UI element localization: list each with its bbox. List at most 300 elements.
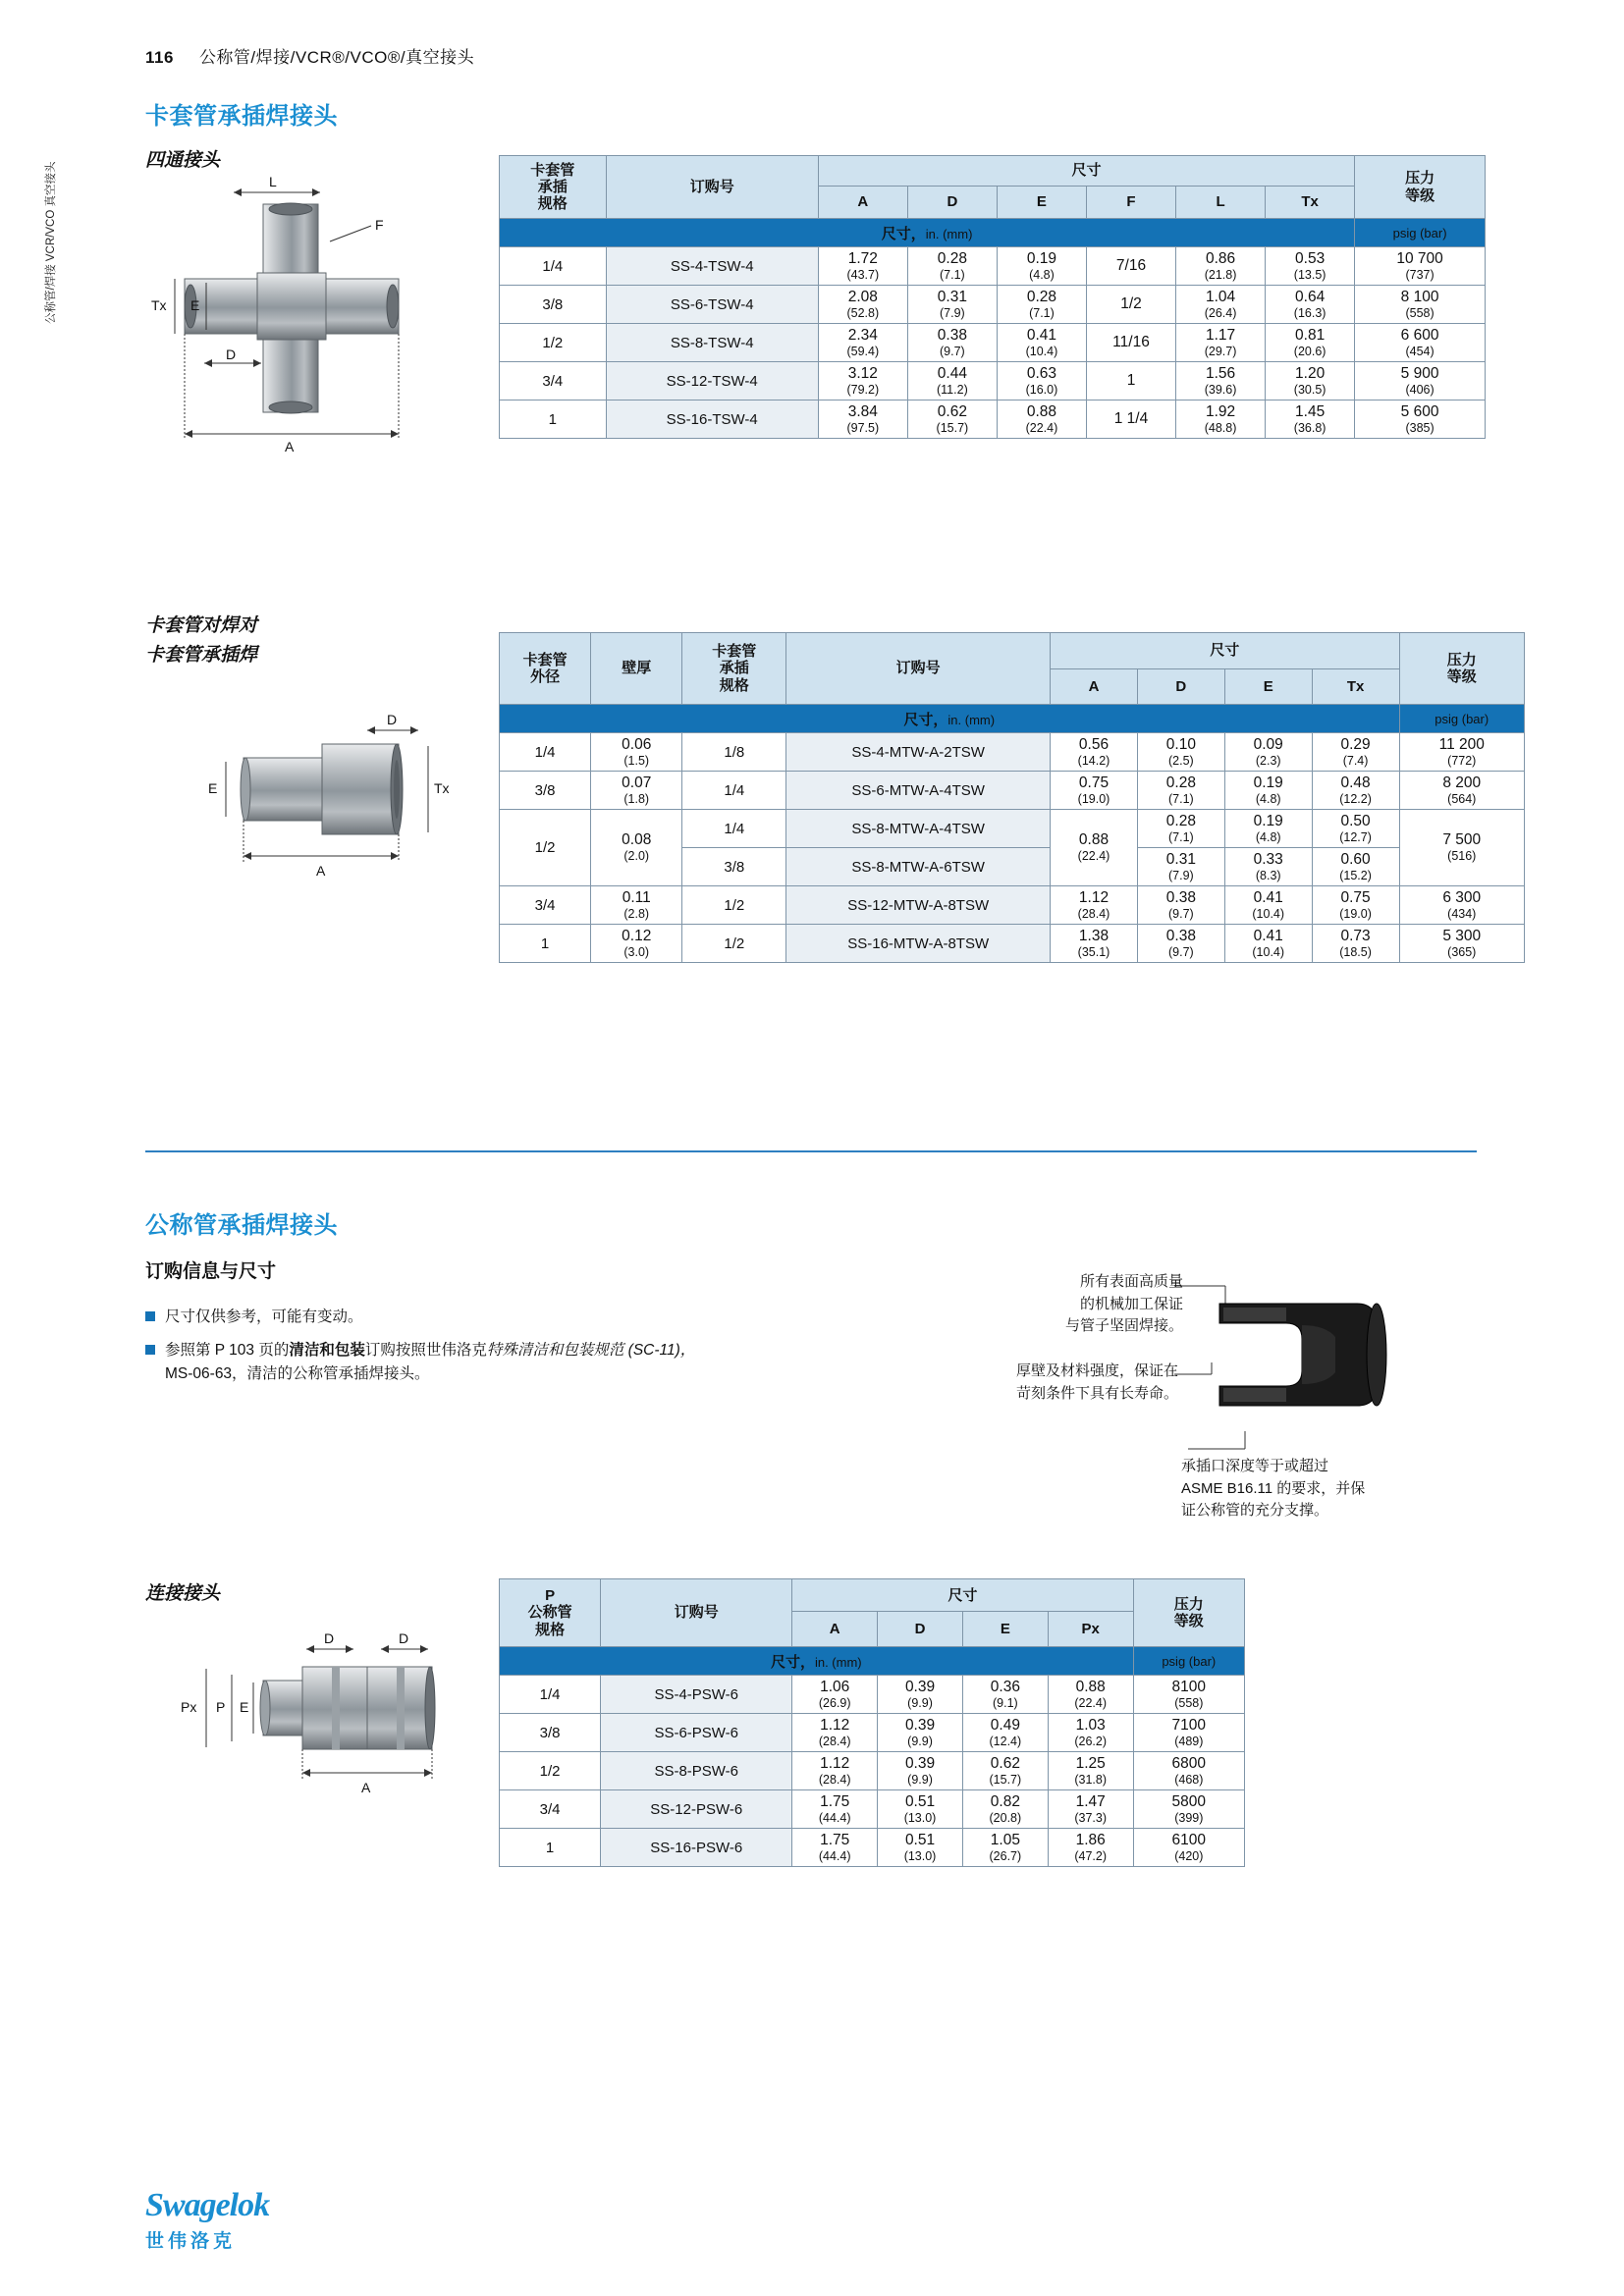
t3-hdr-press-1: 压力 bbox=[1173, 1595, 1204, 1613]
callout-3-line-1: 承插口深度等于或超过 bbox=[1181, 1458, 1329, 1474]
fig2-label-E: E bbox=[208, 780, 218, 796]
t2-r0-Tx: 0.29 bbox=[1340, 735, 1371, 753]
t1-hdr-L: L bbox=[1176, 187, 1266, 219]
t1-hdr-E: E bbox=[997, 187, 1086, 219]
t1-r4-L-mm: (48.8) bbox=[1204, 420, 1237, 435]
t1-r3-E: 0.63 bbox=[1026, 364, 1057, 382]
t2-r1-E: 0.19 bbox=[1253, 774, 1283, 791]
t2-psig: psig (bar) bbox=[1435, 711, 1489, 726]
t2-r1-wall: 0.07 bbox=[622, 774, 652, 791]
t3-r1-size: 3/8 bbox=[500, 1714, 601, 1752]
t3-r1-E-mm: (12.4) bbox=[989, 1734, 1022, 1748]
t2-r2-P-bar: (516) bbox=[1447, 849, 1477, 864]
callout-surface-quality bbox=[987, 1271, 1183, 1338]
t1-hdr-Tx: Tx bbox=[1266, 187, 1355, 219]
footer-logo bbox=[145, 2187, 269, 2253]
callout-2-line-1: 厚壁及材料强度，保证在 bbox=[1015, 1362, 1178, 1379]
t2-r2-A-mm: (22.4) bbox=[1077, 849, 1110, 864]
t2-r5-Tx: 0.73 bbox=[1340, 927, 1371, 944]
t1-r3-Tx: 1.20 bbox=[1295, 364, 1326, 382]
t1-r4-D: 0.62 bbox=[937, 402, 967, 420]
t3-r4-P: 6100 bbox=[1171, 1831, 1207, 1848]
t1-r1-Tx: 0.64 bbox=[1295, 288, 1326, 305]
t3-r4-order: SS-16-PSW-6 bbox=[601, 1829, 792, 1867]
t2-r3-D-mm: (7.9) bbox=[1168, 868, 1194, 882]
t3-r0-order: SS-4-PSW-6 bbox=[601, 1676, 792, 1714]
t2-r2-A: 0.88 bbox=[1078, 831, 1110, 849]
t1-r0-L: 0.86 bbox=[1205, 249, 1236, 267]
t3-r0-D-mm: (9.9) bbox=[907, 1695, 933, 1710]
table-row bbox=[500, 772, 1525, 810]
callout-1-line-2: 的机械加工保证 bbox=[1079, 1295, 1183, 1312]
t1-r1-F: 1/2 bbox=[1120, 295, 1142, 313]
t2-r0-od: 1/4 bbox=[500, 733, 591, 772]
t2-hdr-press-1: 压力 bbox=[1446, 651, 1477, 668]
t2-hdr-wall: 壁厚 bbox=[591, 633, 682, 705]
table-row bbox=[500, 733, 1525, 772]
t1-r2-P-bar: (454) bbox=[1405, 344, 1435, 358]
t2-r2-E: 0.19 bbox=[1253, 812, 1283, 829]
t2-r2-Tx: 0.50 bbox=[1340, 812, 1371, 829]
t2-r4-P: 6 300 bbox=[1442, 888, 1482, 906]
t1-r0-D-mm: (7.1) bbox=[940, 267, 965, 282]
t2-r5-E: 0.41 bbox=[1253, 927, 1283, 944]
t2-r5-wall: 0.12 bbox=[622, 927, 652, 944]
t1-r0-F: 7/16 bbox=[1115, 257, 1147, 275]
t2-r5-A-mm: (35.1) bbox=[1077, 944, 1110, 959]
brand-name-cn: 世伟洛克 bbox=[145, 2231, 237, 2252]
t1-r0-L-mm: (21.8) bbox=[1204, 267, 1237, 282]
t1-r2-F: 11/16 bbox=[1112, 334, 1150, 351]
callout-wall-strength bbox=[884, 1361, 1178, 1405]
bullet-square-icon bbox=[145, 1345, 155, 1355]
breadcrumb: 公称管/焊接/VCR®/VCO®/真空接头 bbox=[198, 48, 475, 67]
t1-r0-order: SS-4-TSW-4 bbox=[606, 247, 818, 286]
fig3-label-A: A bbox=[361, 1780, 371, 1795]
t3-r4-A: 1.75 bbox=[820, 1831, 850, 1848]
t1-hdr-press-1: 压力 bbox=[1405, 170, 1435, 187]
t2-r2-E-mm: (4.8) bbox=[1255, 829, 1281, 844]
t1-r3-P: 5 900 bbox=[1400, 364, 1439, 382]
t1-r4-A: 3.84 bbox=[847, 402, 878, 420]
t3-r1-Px-mm: (26.2) bbox=[1074, 1734, 1107, 1748]
table-row bbox=[500, 400, 1486, 439]
t1-units: 尺寸， bbox=[881, 225, 926, 242]
t3-r1-A: 1.12 bbox=[820, 1716, 850, 1734]
t2-r5-P-bar: (365) bbox=[1447, 944, 1477, 959]
t2-r0-wall-mm: (1.5) bbox=[623, 753, 650, 768]
t3-r4-P-bar: (420) bbox=[1174, 1848, 1204, 1863]
page-number: 116 bbox=[145, 48, 174, 67]
t2-r4-E-mm: (10.4) bbox=[1252, 906, 1285, 921]
ordering-bullets bbox=[145, 1306, 754, 1396]
t1-r1-E-mm: (7.1) bbox=[1029, 305, 1055, 320]
t1-r2-A: 2.34 bbox=[847, 326, 878, 344]
bullet-1-text: 尺寸仅供参考，可能有变动。 bbox=[165, 1308, 363, 1325]
t1-r4-Tx: 1.45 bbox=[1295, 402, 1326, 420]
t2-r1-A-mm: (19.0) bbox=[1077, 791, 1110, 806]
t2-hdr-order: 订购号 bbox=[786, 633, 1051, 705]
t2-r0-D-mm: (2.5) bbox=[1168, 753, 1194, 768]
t2-r4-Tx-mm: (19.0) bbox=[1339, 906, 1372, 921]
t3-r0-Px-mm: (22.4) bbox=[1074, 1695, 1107, 1710]
t1-r3-size: 3/4 bbox=[500, 362, 607, 400]
fig-label-F: F bbox=[375, 217, 384, 233]
t1-r2-E: 0.41 bbox=[1026, 326, 1057, 344]
t1-r1-A-mm: (52.8) bbox=[846, 305, 880, 320]
t1-r2-D-mm: (9.7) bbox=[940, 344, 965, 358]
t2-r0-sw: 1/8 bbox=[682, 733, 786, 772]
t1-r0-Tx: 0.53 bbox=[1295, 249, 1326, 267]
t1-r1-A: 2.08 bbox=[847, 288, 878, 305]
figure-psw-union bbox=[157, 1620, 471, 1816]
table-row bbox=[500, 1790, 1245, 1829]
t1-r3-Tx-mm: (30.5) bbox=[1293, 382, 1326, 397]
t2-r2-order: SS-8-MTW-A-4TSW bbox=[786, 810, 1051, 848]
table-row bbox=[500, 1829, 1245, 1867]
t2-r4-wall: 0.11 bbox=[622, 888, 651, 906]
t2-r1-wall-mm: (1.8) bbox=[623, 791, 650, 806]
t2-units-sm: in. (mm) bbox=[947, 712, 996, 727]
t2-r5-E-mm: (10.4) bbox=[1252, 944, 1285, 959]
table-row bbox=[500, 886, 1525, 925]
t2-r0-A: 0.56 bbox=[1078, 735, 1110, 753]
t2-r5-P: 5 300 bbox=[1442, 927, 1482, 944]
t2-r4-sw: 1/2 bbox=[682, 886, 786, 925]
t3-hdr-D: D bbox=[878, 1612, 963, 1647]
t1-r2-A-mm: (59.4) bbox=[846, 344, 880, 358]
t2-hdr-Tx: Tx bbox=[1312, 668, 1399, 705]
fig3-label-Px: Px bbox=[181, 1699, 197, 1715]
callout-socket-depth bbox=[1181, 1456, 1505, 1522]
callout-2-line-2: 苛刻条件下具有长寿命。 bbox=[1015, 1384, 1178, 1402]
t1-r4-L: 1.92 bbox=[1205, 402, 1236, 420]
t3-r1-Px: 1.03 bbox=[1075, 1716, 1106, 1734]
t3-r3-E-mm: (20.8) bbox=[989, 1810, 1022, 1825]
t1-r1-D: 0.31 bbox=[937, 288, 967, 305]
t3-r3-P-bar: (399) bbox=[1174, 1810, 1204, 1825]
t1-r3-E-mm: (16.0) bbox=[1025, 382, 1058, 397]
t2-r3-Tx-mm: (15.2) bbox=[1339, 868, 1372, 882]
bullet-2-italic: 特殊清洁和包装规范 (SC-11)， bbox=[486, 1342, 696, 1360]
t1-r0-D: 0.28 bbox=[937, 249, 967, 267]
fig-label-L: L bbox=[269, 177, 277, 189]
t3-r0-E: 0.36 bbox=[990, 1678, 1020, 1695]
t3-r2-E: 0.62 bbox=[990, 1754, 1020, 1772]
t1-r3-D-mm: (11.2) bbox=[937, 382, 968, 397]
t1-r1-L: 1.04 bbox=[1205, 288, 1236, 305]
t3-r1-D: 0.39 bbox=[904, 1716, 936, 1734]
list-item bbox=[145, 1339, 754, 1386]
t2-r1-A: 0.75 bbox=[1078, 774, 1110, 791]
t2-hdr-press-2: 等级 bbox=[1446, 668, 1477, 685]
t1-hdr-size-1: 卡套管 bbox=[530, 161, 575, 179]
t2-r5-od: 1 bbox=[500, 925, 591, 963]
t2-r4-E: 0.41 bbox=[1253, 888, 1283, 906]
t1-hdr-A: A bbox=[818, 187, 907, 219]
callout-1-line-1: 所有表面高质量 bbox=[1079, 1273, 1183, 1290]
t2-r0-P: 11 200 bbox=[1438, 735, 1485, 753]
t3-r2-E-mm: (15.7) bbox=[989, 1772, 1022, 1787]
t2-hdr-sw-3: 规格 bbox=[719, 676, 749, 694]
subsection-ordering-info: 订购信息与尺寸 bbox=[145, 1261, 277, 1282]
table-row bbox=[500, 1676, 1245, 1714]
t2-r2-wall-mm: (2.0) bbox=[623, 849, 650, 864]
t3-r0-size: 1/4 bbox=[500, 1676, 601, 1714]
t3-r3-Px: 1.47 bbox=[1075, 1792, 1106, 1810]
t3-r4-Px: 1.86 bbox=[1075, 1831, 1106, 1848]
t1-r2-D: 0.38 bbox=[937, 326, 967, 344]
t2-r4-P-bar: (434) bbox=[1447, 906, 1477, 921]
t2-r0-E: 0.09 bbox=[1253, 735, 1283, 753]
t3-units: 尺寸， bbox=[770, 1653, 815, 1671]
t2-r2-od: 1/2 bbox=[500, 810, 591, 886]
t1-r1-P: 8 100 bbox=[1400, 288, 1439, 305]
t1-r3-D: 0.44 bbox=[937, 364, 967, 382]
t3-r2-D: 0.39 bbox=[904, 1754, 936, 1772]
t2-r0-order: SS-4-MTW-A-2TSW bbox=[786, 733, 1051, 772]
t2-hdr-od-2: 外径 bbox=[530, 668, 561, 685]
t2-hdr-D: D bbox=[1137, 668, 1224, 705]
t2-units: 尺寸， bbox=[903, 711, 948, 728]
t3-r2-order: SS-8-PSW-6 bbox=[601, 1752, 792, 1790]
bullet-2-text-a: 参照第 P 103 页的 bbox=[165, 1342, 290, 1360]
t1-r2-size: 1/2 bbox=[500, 324, 607, 362]
fig2-label-Tx: Tx bbox=[434, 780, 450, 796]
t1-r0-E-mm: (4.8) bbox=[1029, 267, 1055, 282]
t2-r1-Tx-mm: (12.2) bbox=[1339, 791, 1372, 806]
t3-r1-D-mm: (9.9) bbox=[907, 1734, 933, 1748]
t3-r3-A: 1.75 bbox=[820, 1792, 850, 1810]
table-mtw-fittings bbox=[499, 632, 1525, 963]
t3-hdr-dims: 尺寸 bbox=[792, 1579, 1133, 1612]
subsection-title-cross: 四通接头 bbox=[145, 150, 221, 171]
t1-r3-order: SS-12-TSW-4 bbox=[606, 362, 818, 400]
t3-r1-P: 7100 bbox=[1171, 1716, 1207, 1734]
t2-r2-D-mm: (7.1) bbox=[1168, 829, 1194, 844]
t2-r2-Tx-mm: (12.7) bbox=[1339, 829, 1372, 844]
callout-1-line-3: 与管子坚固焊接。 bbox=[1064, 1317, 1183, 1334]
fig3-label-P: P bbox=[216, 1699, 226, 1715]
t1-r2-Tx-mm: (20.6) bbox=[1293, 344, 1326, 358]
t3-r0-P: 8100 bbox=[1171, 1678, 1207, 1695]
table-row bbox=[500, 810, 1525, 848]
t3-r3-P: 5800 bbox=[1171, 1792, 1207, 1810]
t1-hdr-size-3: 规格 bbox=[537, 195, 568, 213]
t3-r1-P-bar: (489) bbox=[1174, 1734, 1204, 1748]
t1-r2-Tx: 0.81 bbox=[1295, 326, 1326, 344]
t3-hdr-order: 订购号 bbox=[601, 1579, 792, 1647]
t3-r4-E: 1.05 bbox=[990, 1831, 1020, 1848]
table-row bbox=[500, 362, 1486, 400]
t3-r2-size: 1/2 bbox=[500, 1752, 601, 1790]
t2-r3-Tx: 0.60 bbox=[1340, 850, 1371, 868]
t2-r0-Tx-mm: (7.4) bbox=[1342, 753, 1369, 768]
t2-r0-E-mm: (2.3) bbox=[1255, 753, 1281, 768]
fig3-label-D1: D bbox=[324, 1630, 335, 1646]
t2-r5-D-mm: (9.7) bbox=[1168, 944, 1194, 959]
t3-r4-A-mm: (44.4) bbox=[818, 1848, 851, 1863]
t1-r1-order: SS-6-TSW-4 bbox=[606, 286, 818, 324]
bullet-square-icon bbox=[145, 1311, 155, 1321]
t1-hdr-press-2: 等级 bbox=[1405, 187, 1435, 204]
t1-r2-P: 6 600 bbox=[1400, 326, 1439, 344]
t2-r3-order: SS-8-MTW-A-6TSW bbox=[786, 848, 1051, 886]
callout-3-line-3: 证公称管的充分支撑。 bbox=[1181, 1502, 1329, 1519]
table-psw-unions bbox=[499, 1578, 1245, 1867]
t1-psig: psig (bar) bbox=[1392, 225, 1447, 240]
t1-r4-A-mm: (97.5) bbox=[846, 420, 880, 435]
side-tab-label: 公称管/焊接 VCR/VCO 真空接头 bbox=[45, 161, 57, 324]
t1-r3-A-mm: (79.2) bbox=[846, 382, 880, 397]
t3-hdr-p-2: 公称管 bbox=[527, 1604, 572, 1622]
t2-r0-P-bar: (772) bbox=[1447, 753, 1477, 768]
t1-r4-E-mm: (22.4) bbox=[1025, 420, 1058, 435]
t3-r0-A-mm: (26.9) bbox=[818, 1695, 851, 1710]
t1-r1-Tx-mm: (16.3) bbox=[1293, 305, 1326, 320]
t2-hdr-A: A bbox=[1051, 668, 1138, 705]
t3-r1-order: SS-6-PSW-6 bbox=[601, 1714, 792, 1752]
t2-r2-P: 7 500 bbox=[1442, 831, 1482, 849]
t2-r3-E-mm: (8.3) bbox=[1255, 868, 1281, 882]
t1-r4-E: 0.88 bbox=[1026, 402, 1057, 420]
t3-units-sm: in. (mm) bbox=[814, 1654, 862, 1670]
t3-r2-D-mm: (9.9) bbox=[907, 1772, 933, 1787]
t1-r4-F: 1 1/4 bbox=[1113, 410, 1149, 428]
t1-r0-A: 1.72 bbox=[847, 249, 878, 267]
t2-r5-D: 0.38 bbox=[1165, 927, 1196, 944]
t2-r0-D: 0.10 bbox=[1165, 735, 1196, 753]
subsection-title-mtw-1: 卡套管对焊对 bbox=[145, 615, 258, 636]
t2-r0-A-mm: (14.2) bbox=[1077, 753, 1110, 768]
t3-r0-E-mm: (9.1) bbox=[993, 1695, 1018, 1710]
bullet-2-text-b: 订购按照世伟洛克 bbox=[364, 1342, 487, 1360]
t3-r2-P: 6800 bbox=[1171, 1754, 1207, 1772]
t2-hdr-sw-2: 承插 bbox=[719, 660, 749, 677]
t2-hdr-od-1: 卡套管 bbox=[522, 651, 568, 668]
t2-r5-wall-mm: (3.0) bbox=[623, 944, 650, 959]
table-row bbox=[500, 286, 1486, 324]
t3-r3-D-mm: (13.0) bbox=[903, 1810, 937, 1825]
t2-r5-sw: 1/2 bbox=[682, 925, 786, 963]
t1-r3-A: 3.12 bbox=[847, 364, 878, 382]
t1-hdr-F: F bbox=[1086, 187, 1175, 219]
t3-r3-D: 0.51 bbox=[904, 1792, 936, 1810]
t3-r2-P-bar: (468) bbox=[1174, 1772, 1204, 1787]
t2-r1-order: SS-6-MTW-A-4TSW bbox=[786, 772, 1051, 810]
bullet-2-bold: 清洁和包装 bbox=[289, 1342, 365, 1360]
fig2-label-A: A bbox=[316, 863, 326, 879]
t3-r4-D: 0.51 bbox=[904, 1831, 936, 1848]
t1-hdr-D: D bbox=[907, 187, 997, 219]
t3-r2-Px: 1.25 bbox=[1075, 1754, 1106, 1772]
table-row bbox=[500, 925, 1525, 963]
t2-r5-Tx-mm: (18.5) bbox=[1339, 944, 1372, 959]
t3-hdr-p-3: 规格 bbox=[535, 1621, 566, 1638]
t2-r1-P: 8 200 bbox=[1442, 774, 1482, 791]
t1-r4-Tx-mm: (36.8) bbox=[1293, 420, 1326, 435]
t2-r1-D-mm: (7.1) bbox=[1168, 791, 1194, 806]
table-row bbox=[500, 324, 1486, 362]
t3-r4-E-mm: (26.7) bbox=[989, 1848, 1022, 1863]
t3-r2-Px-mm: (31.8) bbox=[1074, 1772, 1107, 1787]
t2-r1-P-bar: (564) bbox=[1447, 791, 1477, 806]
brand-name: Swagelok bbox=[145, 2187, 270, 2223]
t3-r1-E: 0.49 bbox=[990, 1716, 1020, 1734]
t2-r2-wall: 0.08 bbox=[622, 831, 652, 849]
t3-r0-P-bar: (558) bbox=[1174, 1695, 1204, 1710]
t2-r0-wall: 0.06 bbox=[622, 735, 652, 753]
t3-r2-A-mm: (28.4) bbox=[818, 1772, 851, 1787]
t1-r1-P-bar: (558) bbox=[1405, 305, 1435, 320]
t2-r4-A: 1.12 bbox=[1078, 888, 1110, 906]
t2-r4-od: 3/4 bbox=[500, 886, 591, 925]
t2-r4-D-mm: (9.7) bbox=[1168, 906, 1194, 921]
bullet-2-text-c: MS-06-63，清洁的公称管承插焊接头。 bbox=[165, 1365, 430, 1383]
t3-hdr-E: E bbox=[962, 1612, 1048, 1647]
subsection-title-mtw-2: 卡套管承插焊 bbox=[145, 645, 258, 666]
t3-r0-Px: 0.88 bbox=[1075, 1678, 1106, 1695]
t1-r0-A-mm: (43.7) bbox=[846, 267, 880, 282]
t1-hdr-order: 订购号 bbox=[606, 156, 818, 219]
figure-cross-fitting bbox=[147, 177, 452, 491]
t3-r4-size: 1 bbox=[500, 1829, 601, 1867]
t2-hdr-E: E bbox=[1224, 668, 1312, 705]
figure-mtw-fitting bbox=[175, 707, 469, 883]
t3-r1-A-mm: (28.4) bbox=[818, 1734, 851, 1748]
t2-r4-A-mm: (28.4) bbox=[1077, 906, 1110, 921]
t1-r0-P-bar: (737) bbox=[1405, 267, 1435, 282]
fig-label-E: E bbox=[190, 297, 200, 313]
t1-r4-D-mm: (15.7) bbox=[936, 420, 969, 435]
t1-hdr-size-2: 承插 bbox=[537, 178, 568, 195]
t3-r3-A-mm: (44.4) bbox=[818, 1810, 851, 1825]
t3-r3-E: 0.82 bbox=[990, 1792, 1020, 1810]
table-row bbox=[500, 1752, 1245, 1790]
t1-r2-E-mm: (10.4) bbox=[1025, 344, 1058, 358]
t1-r2-L: 1.17 bbox=[1205, 326, 1236, 344]
t2-r3-D: 0.31 bbox=[1165, 850, 1196, 868]
t1-r0-P: 10 700 bbox=[1396, 249, 1443, 267]
t3-hdr-press-2: 等级 bbox=[1173, 1613, 1204, 1629]
t3-hdr-p-1: P bbox=[545, 1587, 556, 1605]
fig-label-A: A bbox=[285, 439, 295, 454]
t1-r4-P: 5 600 bbox=[1400, 402, 1439, 420]
t1-hdr-dims: 尺寸 bbox=[818, 156, 1354, 187]
t2-r1-E-mm: (4.8) bbox=[1255, 791, 1281, 806]
table-row bbox=[500, 247, 1486, 286]
table-row bbox=[500, 1714, 1245, 1752]
t2-r4-order: SS-12-MTW-A-8TSW bbox=[786, 886, 1051, 925]
t2-hdr-sw-1: 卡套管 bbox=[712, 643, 757, 661]
t2-r3-E: 0.33 bbox=[1253, 850, 1283, 868]
t1-r3-L: 1.56 bbox=[1205, 364, 1236, 382]
t2-r1-sw: 1/4 bbox=[682, 772, 786, 810]
fig-label-Tx: Tx bbox=[151, 297, 167, 313]
t1-r0-size: 1/4 bbox=[500, 247, 607, 286]
t2-r4-wall-mm: (2.8) bbox=[623, 906, 650, 921]
t2-r2-D: 0.28 bbox=[1165, 812, 1196, 829]
t1-r1-D-mm: (7.9) bbox=[940, 305, 965, 320]
t1-r0-E: 0.19 bbox=[1026, 249, 1057, 267]
section-title-1: 卡套管承插焊接头 bbox=[145, 103, 338, 130]
t1-r4-P-bar: (385) bbox=[1405, 420, 1435, 435]
t3-hdr-Px: Px bbox=[1048, 1612, 1133, 1647]
t1-r0-Tx-mm: (13.5) bbox=[1293, 267, 1326, 282]
t2-r1-Tx: 0.48 bbox=[1340, 774, 1371, 791]
subsection-title-union: 连接接头 bbox=[145, 1583, 221, 1604]
list-item bbox=[145, 1306, 754, 1329]
